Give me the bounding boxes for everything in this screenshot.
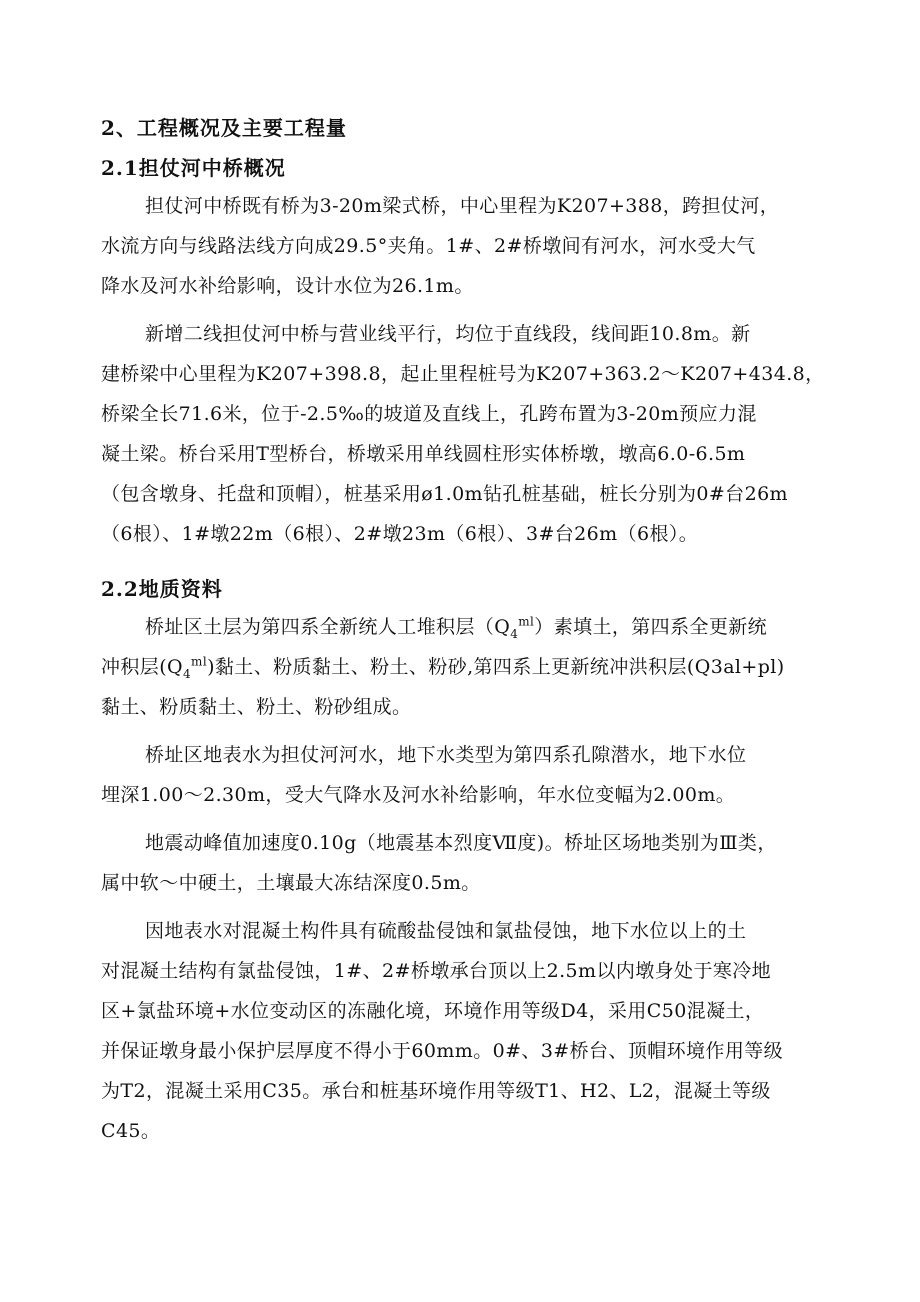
text-line: 降水及河水补给影响，设计水位为26.1m。 <box>101 275 474 297</box>
text-line: 并保证墩身最小保护层厚度不得小于60mm。0#、3#桥台、顶帽环境作用等级 <box>101 1040 784 1062</box>
text-line: 建桥梁中心里程为K207+398.8，起止里程桩号为K207+363.2～K207+434.8， <box>101 363 825 385</box>
paragraph-seismic <box>101 823 823 903</box>
text-line: 属中软～中硬土，土壤最大冻结深度0.5m。 <box>101 872 481 894</box>
text-fragment: )黏土、粉质黏土、粉土、粉砂,第四系上更新统冲洪积层(Q3al+pl) <box>207 656 785 678</box>
text-line: 对混凝土结构有氯盐侵蚀，1#、2#桥墩承台顶以上2.5m以内墩身处于寒冷地 <box>101 960 772 982</box>
text-line: 埋深1.00～2.30m，受大气降水及河水补给影响，年水位变幅为2.00m。 <box>101 784 736 806</box>
text-line: C45。 <box>101 1120 161 1142</box>
subsection-heading-overview: 2.1担仗河中桥概况 <box>101 156 286 180</box>
text-line: 黏土、粉质黏土、粉土、粉砂组成。 <box>101 696 412 718</box>
paragraph-existing-bridge <box>101 186 823 306</box>
text-line: 水流方向与线路法线方向成29.5°夹角。1#、2#桥墩间有河水，河水受大气 <box>101 235 756 257</box>
text-line: 区+氯盐环境+水位变动区的冻融化境，环境作用等级D4，采用C50混凝土， <box>101 1000 765 1022</box>
text-fragment: ）素填土，第四系全更新统 <box>534 616 768 638</box>
superscript: ml <box>191 654 208 669</box>
text-line: 地震动峰值加速度0.10g（地震基本烈度Ⅶ度)。桥址区场地类别为Ⅲ类， <box>145 832 777 854</box>
subscript: 4 <box>510 626 519 641</box>
text-line: 担仗河中桥既有桥为3-20m梁式桥，中心里程为K207+388，跨担仗河， <box>145 195 780 217</box>
text-line: 桥址区地表水为担仗河河水，地下水类型为第四系孔隙潜水，地下水位 <box>145 744 747 766</box>
text-line <box>101 607 823 647</box>
section-heading: 2、工程概况及主要工程量 <box>101 116 347 140</box>
text-line: （包含墩身、托盘和顶帽），桩基采用ø1.0m钻孔桩基础，桩长分别为0#台26m <box>101 483 788 505</box>
text-line: 为T2，混凝土采用C35。承台和桩基环境作用等级T1、H2、L2，混凝土等级 <box>101 1080 771 1102</box>
subsection-heading-geology: 2.2地质资料 <box>101 577 223 601</box>
paragraph-environment <box>101 911 823 1151</box>
text-fragment: 冲积层(Q <box>101 656 183 678</box>
paragraph-soil-layers <box>101 607 823 727</box>
text-line: 凝土梁。桥台采用T型桥台，桥墩采用单线圆柱形实体桥墩，墩高6.0-6.5m <box>101 443 746 465</box>
paragraph-new-bridge <box>101 314 823 554</box>
text-line: 因地表水对混凝土构件具有硫酸盐侵蚀和氯盐侵蚀，地下水位以上的土 <box>145 920 747 942</box>
subscript: 4 <box>183 666 192 681</box>
superscript: ml <box>518 614 535 629</box>
text-line: （6根）、1#墩22m（6根）、2#墩23m（6根）、3#台26m（6根）。 <box>101 523 699 545</box>
text-line: 桥梁全长71.6米，位于-2.5‰的坡道及直线上，孔跨布置为3-20m预应力混 <box>101 403 757 425</box>
text-line: 新增二线担仗河中桥与营业线平行，均位于直线段，线间距10.8m。新 <box>145 323 751 345</box>
text-line <box>101 647 823 687</box>
paragraph-groundwater <box>101 735 823 815</box>
text-fragment: 桥址区土层为第四系全新统人工堆积层（Q <box>145 616 511 638</box>
